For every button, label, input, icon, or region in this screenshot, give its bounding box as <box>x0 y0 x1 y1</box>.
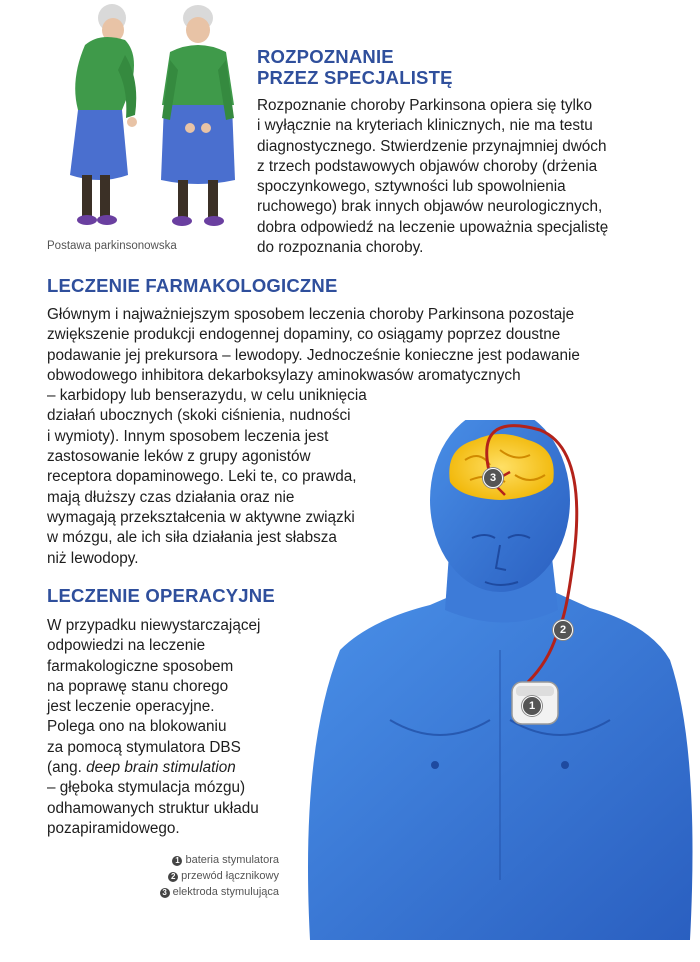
surgery-line: za pomocą stymulatora DBS <box>47 738 241 756</box>
diagnosis-line: spoczynkowego, sztywności lub spowolnienia <box>257 178 566 196</box>
legend-bullet-3: 3 <box>160 888 170 898</box>
surgery-line: farmakologiczne sposobem <box>47 657 234 675</box>
legend-item <box>130 868 279 884</box>
pharma-line: zastosowanie leków z grupy agonistów <box>47 448 311 466</box>
pharma-line: niż lewodopy. <box>47 549 139 567</box>
legend-bullet-2: 2 <box>168 872 178 882</box>
legend-label-1: bateria stymulatora <box>185 854 279 866</box>
figure-side-view <box>70 4 137 225</box>
pharma-line: i wymioty). Innym sposobem leczenia jest <box>47 427 329 445</box>
abbr-prefix: (ang. <box>47 759 87 777</box>
diagnosis-line: diagnostycznego. Stwierdzenie przynajmniej dwóch <box>257 137 607 155</box>
diagnosis-line: z trzech podstawowych objawów choroby (drżenia <box>257 157 598 175</box>
badge-electrode: 3 <box>483 468 503 488</box>
legend-bullet-1: 1 <box>172 856 182 866</box>
surgery-line: – głęboka stymulacja mózgu) <box>47 779 246 797</box>
parkinsonian-posture-illustration <box>30 0 245 238</box>
diagnosis-paragraph <box>257 96 608 258</box>
pharma-line: podawanie jej prekursora – lewodopy. Jednocześnie konieczne jest podawanie <box>47 346 580 364</box>
surgery-line: pozapiramidowego. <box>47 819 180 837</box>
surgery-paragraph <box>47 616 260 839</box>
abbr-italic: deep brain stimulation <box>86 759 236 777</box>
pharma-line: zwiększenie produkcji endogennej dopaminy, co osiągamy poprzez doustne <box>47 326 561 344</box>
legend-item <box>130 852 279 868</box>
diagnosis-heading-line-2: PRZEZ SPECJALISTĘ <box>257 67 453 88</box>
dbs-body-drawing <box>300 420 700 957</box>
surgery-line: W przypadku niewystarczającej <box>47 617 261 634</box>
diagnosis-line: Rozpoznanie choroby Parkinsona opiera się tylko <box>257 97 593 114</box>
figure-legend <box>130 852 279 900</box>
illustration-caption: Postawa parkinsonowska <box>47 240 177 252</box>
diagnosis-line: ruchowego) brak innych objawów neurologicznych, <box>257 198 603 216</box>
pharma-line: – karbidopy lub benserazydu, w celu uniknięcia <box>47 387 367 405</box>
legend-label-2: przewód łącznikowy <box>181 870 279 882</box>
surgery-line: na poprawę stanu chorego <box>47 677 229 695</box>
pharma-line: mają dłuższy czas działania oraz nie <box>47 488 295 506</box>
diagnosis-line: i wyłącznie na kryteriach klinicznych, nie ma testu <box>257 117 593 135</box>
surgery-line: jest leczenie operacyjne. <box>47 698 215 716</box>
badge-wire: 2 <box>553 620 573 640</box>
badge-battery: 1 <box>522 696 542 716</box>
diagnosis-heading <box>257 46 453 88</box>
legend-label-3: elektroda stymulująca <box>172 886 279 898</box>
pharma-line: receptora dopaminowego. Leki te, co prawda, <box>47 468 357 486</box>
pharma-heading: LECZENIE FARMAKOLOGICZNE <box>47 275 338 296</box>
diagnosis-line: do rozpoznania choroby. <box>257 239 424 257</box>
pharma-line: obwodowego inhibitora dekarboksylazy aminokwasów aromatycznych <box>47 366 521 384</box>
surgery-line: odpowiedzi na leczenie <box>47 637 206 655</box>
surgery-abbr-line <box>47 758 260 778</box>
diagnosis-line: dobra odpowiedź na leczenie upoważnia specjalistę <box>257 218 609 236</box>
pharma-line: wymagają przekształcenia w aktywne związki <box>47 508 355 526</box>
pharma-line: działań ubocznych (skoki ciśnienia, nudności <box>47 407 351 425</box>
parkinsonian-posture-drawing <box>30 0 245 238</box>
legend-item <box>130 884 279 900</box>
surgery-heading: LECZENIE OPERACYJNE <box>47 585 275 606</box>
surgery-line: Polega ono na blokowaniu <box>47 718 227 736</box>
pharma-line: Głównym i najważniejszym sposobem leczenia choroby Parkinsona pozostaje <box>47 306 575 323</box>
pharma-line: w mózgu, ale ich siła działania jest słabsza <box>47 529 337 547</box>
surgery-line: odhamowanych struktur układu <box>47 799 259 817</box>
dbs-illustration <box>300 420 700 957</box>
diagnosis-heading-line-1: ROZPOZNANIE <box>257 46 394 67</box>
figure-front-view <box>161 5 235 226</box>
